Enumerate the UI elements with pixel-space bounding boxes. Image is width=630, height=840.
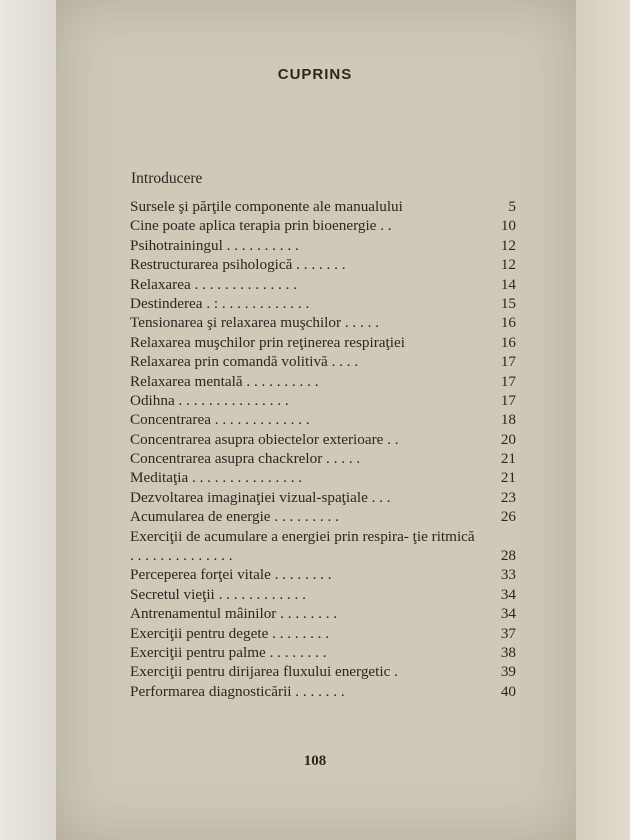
toc-entry-label: Sursele şi părţile componente ale manualului [130,198,403,215]
toc-entry [130,313,516,332]
toc-entry [130,352,516,371]
toc-entry-label: Odihna . . . . . . . . . . . . . . . [130,391,289,409]
toc-entry [130,275,516,294]
toc-entry-page-number: 37 [500,624,516,642]
toc-entry-label: Antrenamentul mâinilor . . . . . . . . [130,605,338,623]
toc-entry-page-number: 10 [500,217,516,235]
page-title: CUPRINS [277,66,353,83]
toc-entry [130,624,516,643]
toc-entry-label: Relaxarea . . . . . . . . . . . . . . [130,275,298,293]
toc-entry [130,294,516,313]
toc-entry-page-number: 17 [500,391,516,409]
toc-entry-label: Exerciţii pentru dirijarea fluxului energetic . [130,663,398,681]
toc-entry [130,410,516,429]
toc-entry [130,643,516,662]
toc-entry-page-number: 16 [500,333,516,351]
toc-entry [130,333,516,352]
toc-entry [130,682,516,701]
toc-entry-label: Dezvoltarea imaginaţiei vizual-spaţiale . . . [130,488,391,506]
page-margin-left [0,0,56,840]
toc-entry-label: Relaxarea muşchilor prin reţinerea respiraţiei [130,333,405,351]
toc-entry-label: Cine poate aplica terapia prin bioenergie . . [130,217,392,235]
toc-entry-page-number: 14 [500,275,516,293]
toc-entry [130,507,516,526]
toc-entry-page-number: 17 [500,353,516,371]
toc-entry [130,604,516,623]
toc-entry-label: Tensionarea şi relaxarea muşchilor . . . . . [130,314,380,332]
toc-entry-label: Relaxarea mentală . . . . . . . . . . [130,372,319,390]
toc-entry-label: Relaxarea prin comandă volitivă . . . . [130,353,359,371]
page-margin-right [576,0,630,840]
toc-entry [130,488,516,507]
toc-entry-label: Restructurarea psihologică . . . . . . . [130,256,346,274]
toc-entry [130,662,516,681]
toc-entry-page-number: 23 [500,488,516,506]
toc-entry [130,430,516,449]
toc-entry-page-number: 12 [500,256,516,274]
toc-entry [130,372,516,391]
toc-entry [130,565,516,584]
toc-entry-page-number: 17 [500,372,516,390]
toc-entry-page-number: 20 [500,430,516,448]
section-heading: Introducere [131,170,203,187]
page-number: 108 [303,753,327,769]
toc-entry-label: Exerciţii pentru degete . . . . . . . . [130,624,330,642]
toc-entry [130,468,516,487]
toc-entry-page-number: 39 [500,663,516,681]
toc-entry-label: Psihotrainingul . . . . . . . . . . [130,236,299,254]
toc-entry-page-number: 5 [508,198,516,215]
table-of-contents [130,197,516,701]
toc-entry-page-number: 34 [500,585,516,603]
toc-entry-label: Performarea diagnosticării . . . . . . . [130,682,345,700]
toc-entry-label: Exerciţii de acumulare a energiei prin respira- ţie ritmică . . . . . . . . . . . . . . [130,527,475,565]
toc-entry-label: Concentrarea asupra obiectelor exterioare . . [130,430,399,448]
toc-entry-page-number: 34 [500,605,516,623]
toc-entry-page-number: 18 [500,411,516,429]
toc-entry-page-number: 33 [500,566,516,584]
toc-entry-page-number: 38 [500,644,516,661]
toc-entry-page-number: 15 [500,294,516,312]
toc-entry [130,255,516,274]
toc-entry-label: Concentrarea . . . . . . . . . . . . . [130,411,310,429]
toc-entry [130,449,516,468]
toc-entry-label: Concentrarea asupra chackrelor . . . . . [130,450,361,468]
toc-entry [130,197,516,216]
toc-entry [130,527,516,566]
toc-entry [130,585,516,604]
toc-entry-page-number: 26 [500,508,516,526]
toc-entry-label: Perceperea forţei vitale . . . . . . . . [130,566,332,584]
toc-entry-page-number: 28 [500,547,516,565]
toc-entry [130,391,516,410]
toc-entry-label: Acumularea de energie . . . . . . . . . [130,508,339,526]
toc-entry-page-number: 12 [500,236,516,254]
toc-entry-page-number: 21 [500,469,516,487]
toc-entry-page-number: 16 [500,314,516,332]
toc-entry [130,216,516,235]
toc-entry-page-number: 40 [500,682,516,700]
toc-entry-label: Secretul vieţii . . . . . . . . . . . . [130,585,306,603]
toc-entry-page-number: 21 [500,450,516,468]
toc-entry [130,236,516,255]
toc-entry-label: Meditaţia . . . . . . . . . . . . . . . [130,469,303,487]
toc-entry-label: Destinderea . : . . . . . . . . . . . . [130,294,310,312]
toc-entry-label: Exerciţii pentru palme . . . . . . . . [130,644,327,661]
